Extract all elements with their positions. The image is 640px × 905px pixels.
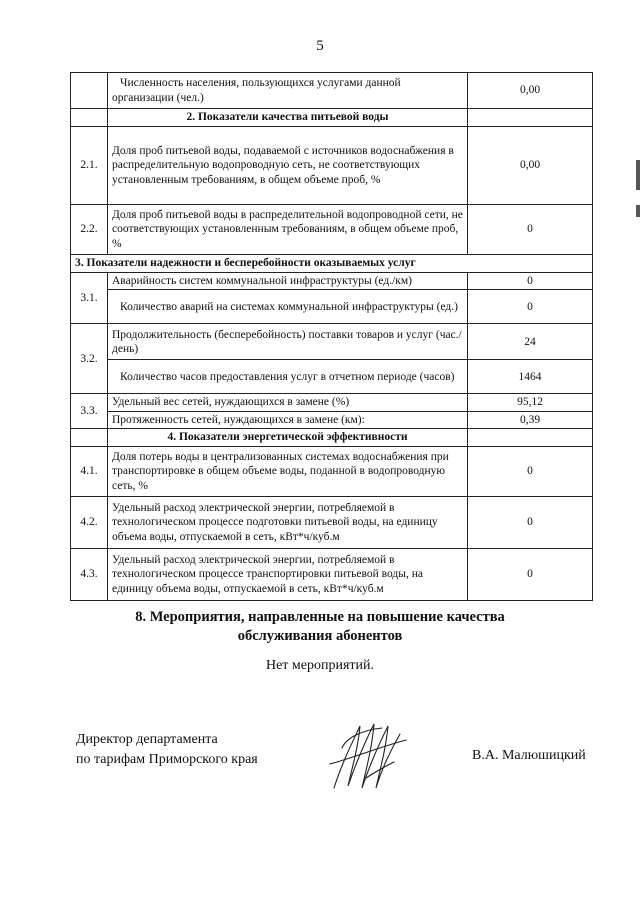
page-number: 5 [316,38,324,54]
section-heading [0,608,640,646]
table-row [71,290,593,324]
row-value: 0 [468,549,593,601]
row-value: 0,00 [468,127,593,205]
row-text: Удельный вес сетей, нуждающихся в замене (%) [108,394,468,411]
table-row [71,549,593,601]
row-text: Численность населения, пользующихся услугами данной организации (чел.) [108,73,468,109]
row-number: 3.3. [71,394,108,429]
director-title-line: Директор департамента [76,732,218,747]
table-row [71,324,593,360]
heading-line: 8. Мероприятия, направленные на повышение качества [135,609,505,625]
row-value: 0 [468,290,593,324]
table-row [71,447,593,497]
director-title-line: по тарифам Приморского края [76,752,258,767]
row-number: 3.2. [71,324,108,394]
row-value: 0 [468,447,593,497]
row-value: 0,00 [468,73,593,109]
no-measures-text: Нет мероприятий. [265,658,375,673]
row-number: 4.2. [71,497,108,549]
row-value: 95,12 [468,394,593,411]
row-number: 3.1. [71,273,108,324]
table-row [71,73,593,109]
row-text: Количество аварий на системах коммунальной инфраструктуры (ед.) [108,290,468,324]
section-header-row [71,255,593,273]
table-row [71,205,593,255]
table-row [71,127,593,205]
table-row [71,394,593,411]
row-text: Продолжительность (бесперебойность) поставки товаров и услуг (час./день) [108,324,468,360]
section-title: 4. Показатели энергетической эффективности [108,429,468,447]
row-number: 2.1. [71,127,108,205]
row-text: Удельный расход электрической энергии, потребляемой в технологическом процессе подготовки питьевой воды, на единицу объема воды, отпускаемой в сеть, кВт*ч/куб.м [108,497,468,549]
section-title: 2. Показатели качества питьевой воды [108,109,468,127]
row-value: 24 [468,324,593,360]
row-value: 0 [468,205,593,255]
row-value: 0 [468,497,593,549]
row-value: 0,39 [468,411,593,428]
indicators-table [70,72,593,601]
handwritten-signature [322,718,412,793]
scan-edge-mark [636,205,640,217]
section-title: 3. Показатели надежности и бесперебойности оказываемых услуг [71,255,593,273]
signer-name: В.А. Малюшицкий [472,748,586,763]
row-text: Аварийность систем коммунальной инфраструктуры (ед./км) [108,273,468,290]
director-title [76,730,258,770]
table-row [71,411,593,428]
heading-line: обслуживания абонентов [237,628,403,644]
row-number: 4.1. [71,447,108,497]
row-number: 2.2. [71,205,108,255]
row-text: Протяженность сетей, нуждающихся в замене (км): [108,411,468,428]
row-text: Доля проб питьевой воды в распределительной водопроводной сети, не соответствующих установленным требованиям, в общем объеме проб, % [108,205,468,255]
scan-edge-mark [636,160,640,190]
section-header-row [71,429,593,447]
table-row [71,360,593,394]
section-header-row [71,109,593,127]
table-row [71,273,593,290]
row-text: Количество часов предоставления услуг в отчетном периоде (часов) [108,360,468,394]
table-row [71,497,593,549]
row-text: Удельный расход электрической энергии, потребляемой в технологическом процессе транспортировки питьевой воды, на единицу объема воды, отпускаемой в сеть, кВт*ч/куб.м [108,549,468,601]
row-value: 1464 [468,360,593,394]
row-number: 4.3. [71,549,108,601]
row-value: 0 [468,273,593,290]
row-number [71,73,108,109]
row-text: Доля проб питьевой воды, подаваемой с источников водоснабжения в распределительную водопроводную сеть, не соответствующих установленным требованиям, в общем объеме проб, % [108,127,468,205]
row-text: Доля потерь воды в централизованных системах водоснабжения при транспортировке в общем объеме воды, поданной в водопроводную сеть, % [108,447,468,497]
